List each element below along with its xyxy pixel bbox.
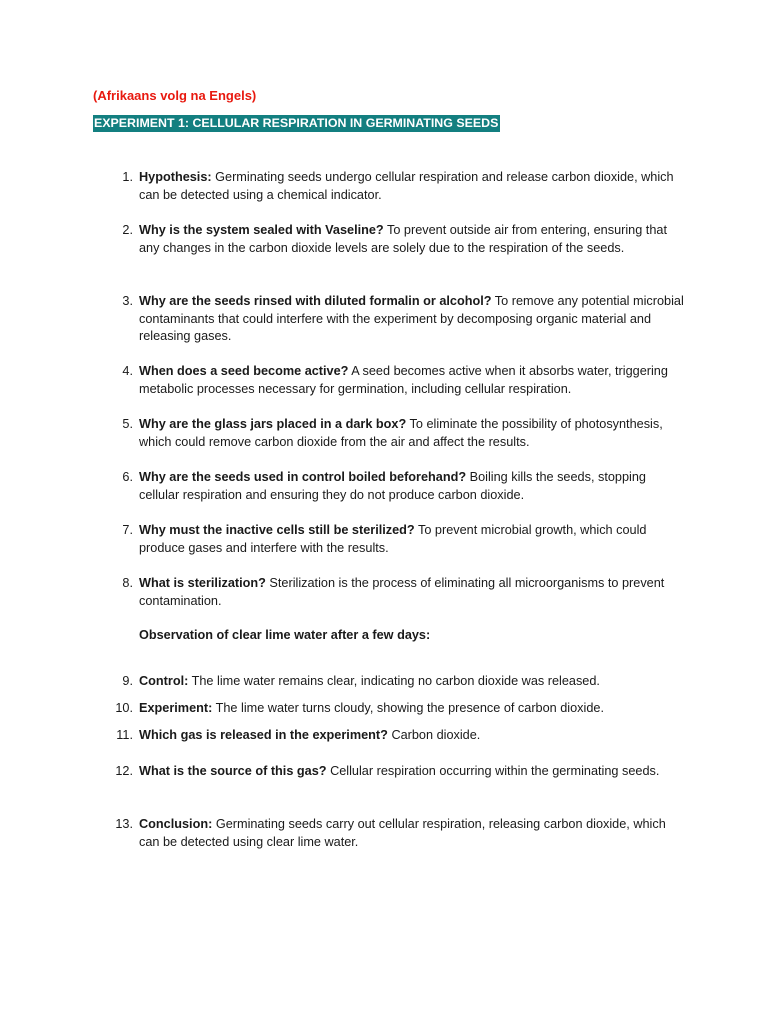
item-number: 2. xyxy=(122,223,133,237)
item-question: Experiment: xyxy=(139,701,213,715)
item-answer: To eliminate the possibility of photosynthesis, which could remove carbon dioxide from the air and affect the results. xyxy=(139,417,663,449)
item-answer: To prevent microbial growth, which could produce gases and interfere with the results. xyxy=(139,523,647,555)
item-question: Conclusion: xyxy=(139,817,213,831)
item-question: Why are the seeds rinsed with diluted formalin or alcohol? xyxy=(139,294,492,308)
item-question: Why must the inactive cells still be sterilized? xyxy=(139,523,415,537)
item-number: 4. xyxy=(122,364,133,378)
item-answer: Germinating seeds undergo cellular respiration and release carbon dioxide, which can be detected using a chemical indicator. xyxy=(139,170,674,202)
item-question: Which gas is released in the experiment? xyxy=(139,728,388,742)
item-number: 13. xyxy=(115,817,133,831)
item-answer: Carbon dioxide. xyxy=(391,728,481,742)
item-number: 11. xyxy=(116,728,133,742)
item-question: Why are the seeds used in control boiled beforehand? xyxy=(139,470,467,484)
item-answer: To prevent outside air from entering, ensuring that any changes in the carbon dioxide levels are solely due to the respiration of the seeds. xyxy=(139,223,667,255)
item-number: 10. xyxy=(115,701,133,715)
item-number: 1. xyxy=(122,170,133,184)
observation-heading: Observation of clear lime water after a few days: xyxy=(139,628,431,642)
item-question: Why is the system sealed with Vaseline? xyxy=(139,223,384,237)
language-note: (Afrikaans volg na Engels) xyxy=(93,88,257,103)
item-number: 8. xyxy=(122,576,133,590)
item-question: Control: xyxy=(139,674,189,688)
item-answer: Boiling kills the seeds, stopping cellular respiration and ensuring they do not produce carbon dioxide. xyxy=(139,470,646,502)
item-number: 5. xyxy=(122,417,133,431)
item-question: Hypothesis: xyxy=(139,170,212,184)
item-question: What is the source of this gas? xyxy=(139,764,327,778)
item-number: 9. xyxy=(122,674,133,688)
item-number: 6. xyxy=(122,470,133,484)
item-answer: The lime water remains clear, indicating no carbon dioxide was released. xyxy=(191,674,600,688)
item-question: When does a seed become active? xyxy=(139,364,349,378)
item-number: 3. xyxy=(122,294,133,308)
item-answer: A seed becomes active when it absorbs water, triggering metabolic processes necessary for germination, including cellular respiration. xyxy=(139,364,668,396)
item-question: Why are the glass jars placed in a dark box? xyxy=(139,417,407,431)
item-answer: Cellular respiration occurring within the germinating seeds. xyxy=(330,764,660,778)
item-number: 12. xyxy=(115,764,133,778)
item-number: 7. xyxy=(122,523,133,537)
item-question: What is sterilization? xyxy=(139,576,266,590)
item-answer: To remove any potential microbial contaminants that could interfere with the experiment by decomposing organic material and releasing gases. xyxy=(139,294,684,343)
item-answer: Sterilization is the process of eliminating all microorganisms to prevent contamination. xyxy=(139,576,665,608)
item-answer: The lime water turns cloudy, showing the presence of carbon dioxide. xyxy=(215,701,604,715)
item-answer: Germinating seeds carry out cellular respiration, releasing carbon dioxide, which can be detected using clear lime water. xyxy=(139,817,666,849)
experiment-title: EXPERIMENT 1: CELLULAR RESPIRATION IN GERMINATING SEEDS xyxy=(94,116,499,130)
